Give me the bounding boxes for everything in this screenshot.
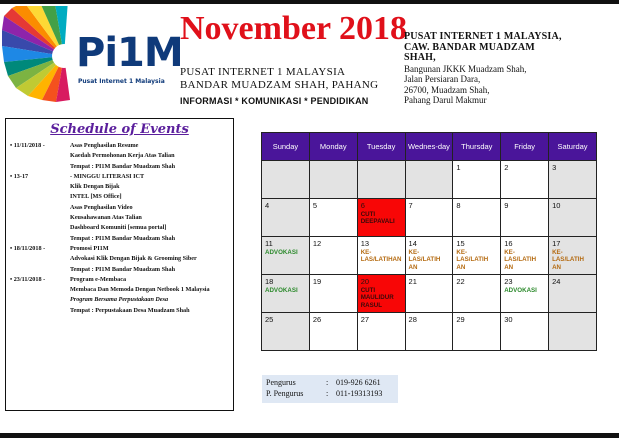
schedule-text: Keusahawanan Atas Talian bbox=[70, 214, 142, 222]
day-number: 27 bbox=[360, 315, 370, 324]
day-event-label: ADVOKASI bbox=[265, 287, 298, 294]
schedule-title: Schedule of Events bbox=[50, 122, 189, 137]
contact-phone: 019-926 6261 bbox=[336, 378, 381, 387]
calendar-day-cell bbox=[357, 313, 405, 351]
day-number: 2 bbox=[504, 163, 509, 172]
calendar-day-cell bbox=[453, 237, 501, 275]
calendar-day-cell bbox=[453, 161, 501, 199]
schedule-date: • 13-17 bbox=[10, 172, 29, 180]
day-number: 8 bbox=[456, 201, 461, 210]
calendar-body bbox=[262, 161, 597, 351]
day-number: 22 bbox=[456, 277, 465, 286]
day-header: Friday bbox=[501, 133, 549, 161]
day-number: 1 bbox=[456, 163, 461, 172]
day-event-label: KE-LAS/LATIHAN bbox=[360, 249, 402, 264]
contact-separator: : bbox=[326, 378, 329, 387]
day-event-label: ADVOKASI bbox=[504, 287, 537, 294]
schedule-text: Program e-Membaca bbox=[70, 275, 127, 283]
schedule-row bbox=[10, 162, 232, 172]
calendar-day-cell bbox=[357, 199, 405, 237]
calendar-day-cell bbox=[262, 237, 310, 275]
schedule-date bbox=[10, 162, 70, 172]
schedule-date bbox=[10, 203, 70, 213]
schedule-date bbox=[10, 192, 70, 202]
schedule-row bbox=[10, 295, 232, 305]
day-number: 21 bbox=[408, 277, 417, 286]
calendar-day-cell bbox=[549, 275, 597, 313]
calendar-day-cell bbox=[405, 313, 453, 351]
schedule-date bbox=[10, 223, 70, 233]
calendar-day-cell bbox=[405, 237, 453, 275]
schedule-row bbox=[10, 151, 232, 161]
day-event-label: KE-LAS/LATIH AN bbox=[552, 249, 584, 271]
month-title: November 2018 bbox=[180, 10, 407, 47]
calendar-day-cell bbox=[357, 237, 405, 275]
calendar-week-row bbox=[262, 161, 597, 199]
schedule-date bbox=[10, 254, 70, 264]
contact-row-manager bbox=[266, 378, 394, 389]
calendar-day-cell bbox=[262, 199, 310, 237]
day-number: 15 bbox=[456, 239, 465, 248]
day-event-label: KE-LAS/LATIH AN bbox=[504, 249, 537, 271]
schedule-date bbox=[10, 306, 70, 316]
day-number: 24 bbox=[552, 277, 561, 286]
calendar-day-cell bbox=[501, 199, 549, 237]
schedule-row bbox=[10, 141, 232, 151]
schedule-date bbox=[10, 265, 70, 275]
schedule-date bbox=[10, 285, 70, 295]
calendar-day-cell bbox=[501, 161, 549, 199]
contact-row-assistant bbox=[266, 389, 394, 400]
day-event-label: KE-LAS/LATIH AN bbox=[408, 249, 441, 271]
calendar-header-row bbox=[262, 133, 597, 161]
address-line-4: Bangunan JKKK Muadzam Shah, bbox=[404, 63, 527, 74]
schedule-row bbox=[10, 285, 232, 295]
day-number: 23 bbox=[504, 277, 513, 286]
day-header: Tuesday bbox=[357, 133, 405, 161]
day-number: 9 bbox=[504, 201, 509, 210]
calendar-day-cell bbox=[453, 275, 501, 313]
calendar-day-cell bbox=[549, 237, 597, 275]
day-number: 25 bbox=[265, 315, 274, 324]
day-number: 6 bbox=[360, 201, 365, 210]
schedule-date bbox=[10, 295, 70, 305]
day-number: 14 bbox=[408, 239, 417, 248]
day-number: 7 bbox=[408, 201, 413, 210]
schedule-row bbox=[10, 203, 232, 213]
schedule-text: Program Bersama Perpustakaan Desa bbox=[70, 296, 169, 304]
calendar-day-cell bbox=[549, 161, 597, 199]
schedule-text: Klik Dengan Bijak bbox=[70, 183, 120, 191]
schedule-row bbox=[10, 254, 232, 264]
schedule-row bbox=[10, 265, 232, 275]
day-header: Sunday bbox=[262, 133, 310, 161]
day-event-label: CUTI DEEPAVALI bbox=[360, 211, 395, 226]
schedule-text: Membaca Dan Memoda Dengan Netbook 1 Malaysia bbox=[70, 286, 210, 294]
center-name-line-1: PUSAT INTERNET 1 MALAYSIA bbox=[180, 66, 346, 78]
schedule-date bbox=[10, 182, 70, 192]
calendar-day-cell bbox=[357, 161, 405, 199]
schedule-date bbox=[10, 151, 70, 161]
day-header: Monday bbox=[309, 133, 357, 161]
schedule-text: Tempat : PI1M Bandar Muadzam Shah bbox=[70, 265, 176, 273]
schedule-date bbox=[10, 213, 70, 223]
schedule-row bbox=[10, 306, 232, 316]
schedule-panel bbox=[5, 118, 234, 411]
address-block bbox=[404, 32, 616, 106]
day-number: 26 bbox=[312, 315, 322, 324]
day-number: 17 bbox=[552, 239, 561, 248]
address-line-7: Pahang Darul Makmur bbox=[404, 95, 487, 105]
calendar-day-cell bbox=[453, 313, 501, 351]
schedule-text: - MINGGU LITERASI ICT bbox=[70, 172, 145, 180]
day-number: 29 bbox=[456, 315, 465, 324]
center-name-line-2: BANDAR MUADZAM SHAH, PAHANG bbox=[180, 79, 379, 91]
calendar-day-cell bbox=[549, 199, 597, 237]
day-number: 12 bbox=[312, 239, 322, 248]
calendar-day-cell bbox=[501, 313, 549, 351]
schedule-row bbox=[10, 234, 232, 244]
schedule-date: • 23/11/2018 - bbox=[10, 275, 46, 283]
schedule-text: Dashboard Komuniti [semua portal] bbox=[70, 224, 167, 232]
schedule-text: Asas Penghasilan Video bbox=[70, 203, 133, 211]
day-number: 19 bbox=[312, 277, 322, 286]
calendar-day-cell bbox=[262, 275, 310, 313]
day-number: 30 bbox=[504, 315, 513, 324]
day-event-label: KE-LAS/LATIH AN bbox=[456, 249, 489, 271]
schedule-row bbox=[10, 275, 232, 285]
schedule-text: Advokasi Klik Dengan Bijak & Grooming Siber bbox=[70, 255, 197, 263]
calendar-day-cell bbox=[453, 199, 501, 237]
address-line-3: SHAH, bbox=[404, 52, 436, 63]
calendar-day-cell bbox=[309, 275, 357, 313]
calendar-day-cell bbox=[309, 237, 357, 275]
address-line-5: Jalan Persiaran Dara, bbox=[404, 74, 481, 84]
address-line-2: CAW. BANDAR MUADZAM bbox=[404, 41, 535, 53]
contact-label: Pengurus bbox=[266, 378, 296, 387]
day-header: Saturday bbox=[549, 133, 597, 161]
day-number: 10 bbox=[552, 201, 561, 210]
calendar-day-cell bbox=[309, 313, 357, 351]
calendar-day-cell bbox=[309, 161, 357, 199]
day-number: 28 bbox=[408, 315, 417, 324]
logo-wordmark: Pi1M bbox=[76, 30, 183, 76]
schedule-date bbox=[10, 234, 70, 244]
schedule-text: Promosi PI1M bbox=[70, 244, 109, 252]
calendar-day-cell bbox=[405, 275, 453, 313]
schedule-row bbox=[10, 192, 232, 202]
calendar-day-cell bbox=[262, 313, 310, 351]
schedule-row bbox=[10, 213, 232, 223]
day-header: Wednes-day bbox=[405, 133, 453, 161]
calendar-day-cell bbox=[549, 313, 597, 351]
calendar-week-row bbox=[262, 313, 597, 351]
schedule-row bbox=[10, 182, 232, 192]
pi1m-logo bbox=[2, 6, 183, 104]
contact-box bbox=[262, 375, 398, 403]
schedule-date: • 18/11/2018 - bbox=[10, 244, 46, 252]
day-number: 13 bbox=[360, 239, 370, 248]
schedule-text: Kaedah Permohonan Kerja Atas Talian bbox=[70, 152, 175, 160]
schedule-text: Tempat : PI1M Bandar Muadzam Shah bbox=[70, 234, 176, 242]
schedule-row bbox=[10, 172, 232, 182]
day-number: 16 bbox=[504, 239, 513, 248]
day-number: 5 bbox=[312, 201, 318, 210]
day-number: 18 bbox=[265, 277, 274, 286]
calendar-week-row bbox=[262, 237, 597, 275]
day-number: 4 bbox=[265, 201, 270, 210]
schedule-date: • 11/11/2018 - bbox=[10, 142, 45, 149]
center-name bbox=[180, 66, 378, 92]
contact-phone: 011-19313193 bbox=[336, 388, 383, 398]
calendar-day-cell bbox=[405, 199, 453, 237]
schedule-text: INTEL [MS Office] bbox=[70, 193, 122, 201]
calendar-grid bbox=[261, 132, 597, 351]
calendar-week-row bbox=[262, 199, 597, 237]
day-number: 20 bbox=[360, 277, 370, 286]
schedule-text: Asas Penghasilan Resume bbox=[70, 142, 139, 149]
day-event-label: CUTI MAULIDUR RASUL bbox=[360, 287, 394, 309]
logo-subtitle: Pusat Internet 1 Malaysia bbox=[78, 78, 165, 85]
calendar-day-cell bbox=[262, 161, 310, 199]
calendar-day-cell bbox=[501, 275, 549, 313]
schedule-text: Tempat : PI1M Bandar Muadzam Shah bbox=[70, 162, 176, 170]
calendar-day-cell bbox=[405, 161, 453, 199]
schedule-list bbox=[10, 141, 232, 316]
address-line-1: PUSAT INTERNET 1 MALAYSIA, bbox=[404, 31, 562, 42]
day-number: 3 bbox=[552, 163, 557, 172]
day-number: 11 bbox=[265, 239, 273, 248]
tagline: INFORMASI * KOMUNIKASI * PENDIDIKAN bbox=[180, 96, 369, 106]
contact-separator: : bbox=[326, 388, 329, 398]
bottom-border bbox=[0, 433, 619, 438]
calendar-day-cell bbox=[501, 237, 549, 275]
day-event-label: ADVOKASI bbox=[265, 249, 298, 256]
schedule-row bbox=[10, 244, 232, 254]
address-line-6: 26700, Muadzam Shah, bbox=[404, 84, 490, 95]
calendar-day-cell bbox=[357, 275, 405, 313]
contact-label: P. Pengurus bbox=[266, 388, 304, 398]
day-header: Thursday bbox=[453, 133, 501, 161]
calendar-day-cell bbox=[309, 199, 357, 237]
schedule-row bbox=[10, 223, 232, 233]
schedule-text: Tempat : Perpustakaan Desa Muadzam Shah bbox=[70, 306, 190, 314]
top-border bbox=[0, 0, 619, 4]
calendar-week-row bbox=[262, 275, 597, 313]
